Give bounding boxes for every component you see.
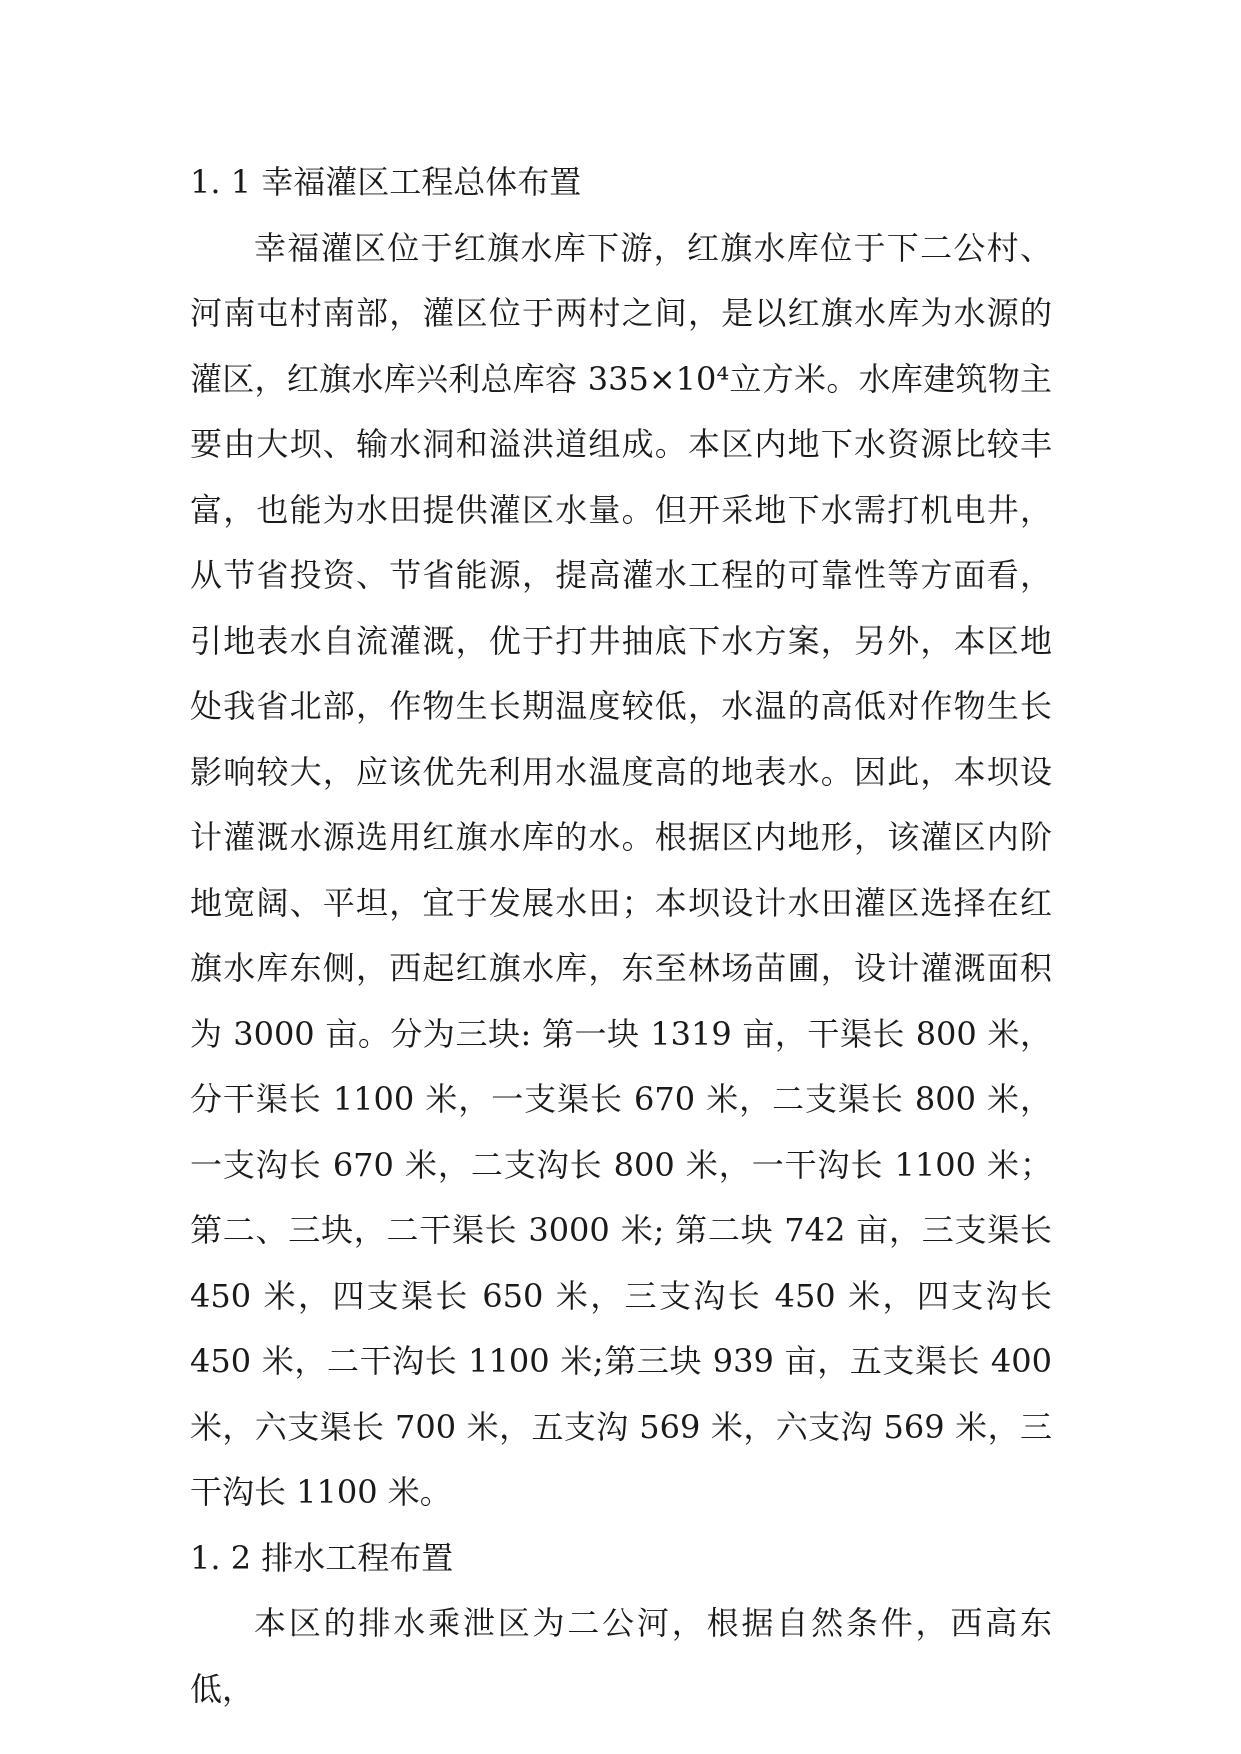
section-paragraph-1-1: 幸福灌区位于红旗水库下游，红旗水库位于下二公村、河南屯村南部，灌区位于两村之间，是以红旗水库为水源的灌区，红旗水库兴利总库容 335×10⁴立方米。水库建筑物主要由大坝、输水洞和溢洪道组成。本区内地下水资源比较丰富，也能为水田提供灌区水量。但开采地下水需打机电井，从节省投资、节省能源，提高灌水工程的可靠性等方面看，引地表水自流灌溉，优于打井抽底下水方案，另外，本区地处我省北部，作物生长期温度较低，水温的高低对作物生长影响较大，应该优先利用水温度高的地表水。因此，本坝设计灌溉水源选用红旗水库的水。根据区内地形，该灌区内阶地宽阔、平坦，宜于发展水田；本坝设计水田灌区选择在红旗水库东侧，西起红旗水库，东至林场苗圃，设计灌溉面积为 3000 亩。分为三块: 第一块 1319 亩，干渠长 800 米，分干渠长 1100 米，一支渠长 670 米，二支渠长 800 米，一支沟长 670 米，二支沟长 800 米，一干沟长 1100 米；第二、三块，二干渠长 3000 米; 第二块 742 亩，三支渠长 450 米，四支渠长 650 米，三支沟长 450 米，四支沟长 450 米，二干沟长 1100 米;第三块 939 亩，五支渠长 400 米，六支渠长 700 米，五支沟 569 米，六支沟 569 米，三干沟长 1100 米。 (190, 228, 1052, 1511)
document-body (190, 150, 1052, 1722)
section-heading-1-2: 1. 2 排水工程布置 (190, 1538, 454, 1577)
section-heading-1-1: 1. 1 幸福灌区工程总体布置 (190, 163, 582, 201)
section-paragraph-1-2: 本区的排水乘泄区为二公河，根据自然条件，西高东低， (190, 1604, 1052, 1708)
